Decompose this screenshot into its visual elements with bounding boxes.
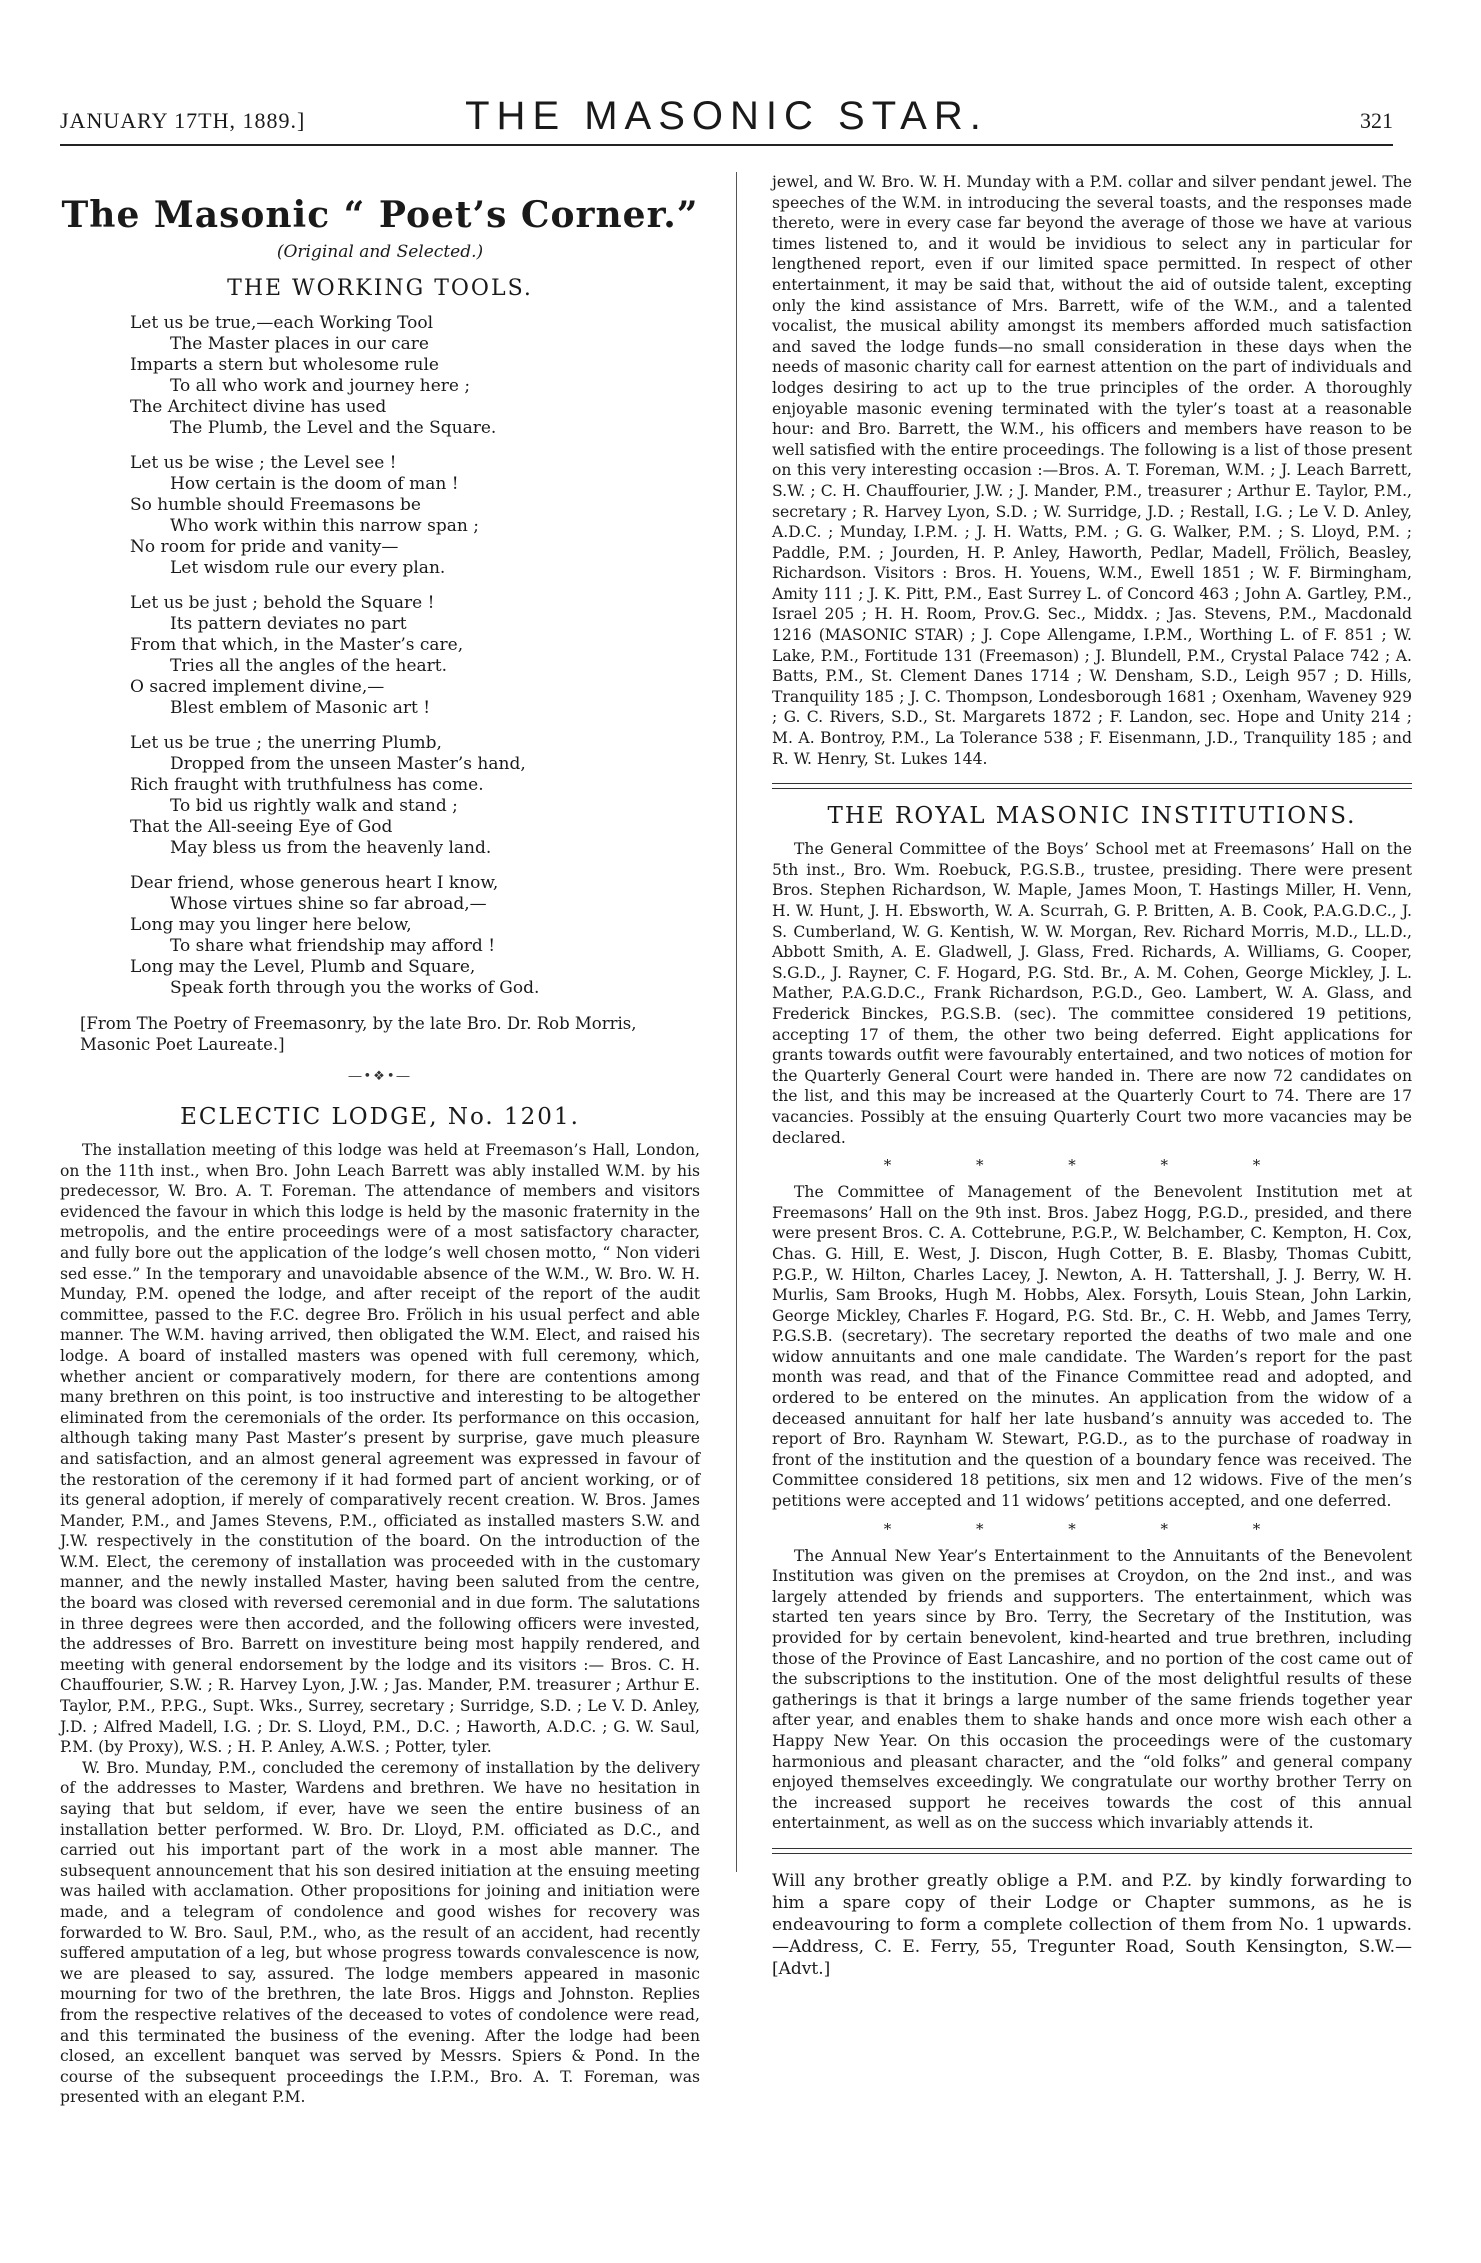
poem-line: Rich fraught with truthfulness has come.	[130, 775, 484, 795]
poets-corner-subtitle: (Original and Selected.)	[276, 242, 484, 262]
poem-line: To all who work and journey here ;	[170, 376, 471, 396]
right-column	[772, 172, 1412, 1980]
advertisement-notice: Will any brother greatly oblige a P.M. and P.Z. by kindly forwarding to him a spare copy of their Lodge or Chapter summons, as he is endeavouring to form a complete collection of them from No. 1 upwards.—Address, C. E. Ferry, 55, Tregunter Road, South Kensington, S.W.—[Advt.]	[772, 1870, 1412, 1979]
article-paragraph: The General Committee of the Boys’ School met at Freemasons’ Hall on the 5th inst., Bro. Wm. Roebuck, P.G.S.B., trustee, presiding. There were present Bros. Stephen Richardson, W. Maple, James Moon, T. Hastings Miller, H. Venn, H. W. Hunt, J. H. Ebsworth, W. A. Scurrah, G. P. Britten, A. B. Cook, P.A.G.D.C., J. S. Cumberland, W. G. Kentish, W. W. Morgan, Rev. Richard Morris, M.D., LL.D., Abbott Smith, A. E. Gladwell, J. Glass, Fred. Richards, A. Williams, G. Cooper, S.G.D., J. Rayner, C. F. Hogard, P.G. Std. Br., A. M. Cohen, George Mickley, J. L. Mather, P.A.G.D.C., Frank Richardson, P.G.D., Geo. Lambert, W. A. Glass, and Frederick Binckes, P.G.S.B. (sec). The committee considered 19 petitions, accepting 17 of them, the other two being deferred. Eight applications for grants towards outfit were favourably entertained, and two notices of motion for the Quarterly General Court were handed in. There are now 72 candidates on the list, and this may be increased at the Quarterly Court to 74. There are 17 vacancies. Possibly at the ensuing Quarterly Court two more vacancies may be declared.	[772, 840, 1412, 1147]
poem-stanza	[130, 453, 700, 579]
poem-line: Blest emblem of Masonic art !	[170, 698, 431, 718]
poem-stanza	[130, 313, 700, 439]
article-paragraph: The Annual New Year’s Entertainment to the Annuitants of the Benevolent Institution was given on the premises at Croydon, on the 2nd inst., and was largely attended by friends and supporters. The entertainment, which was started ten years since by Bro. Terry, the Secretary of the Institution, was provided for by certain benevolent, kind-hearted and true brethren, including those of the Province of East Lancashire, and no portion of the cost came out of the subscriptions to the institution. One of the most delightful results of these gatherings is that it brings a large number of the same friends together year after year, and enables them to shake hands and once more wish each other a Happy New Year. On this occasion the proceedings were of the customary harmonious and pleasant character, and the “old folks” and general company enjoyed themselves exceedingly. We congratulate our worthy brother Terry on the increased support he receives towards the cost of this annual entertainment, as well as on the success which invariably attends it.	[772, 1546, 1412, 1833]
royal-institutions-title: THE ROYAL MASONIC INSTITUTIONS.	[827, 803, 1357, 830]
poem-line: That the All-seeing Eye of God	[130, 817, 393, 837]
poem-line: So humble should Freemasons be	[130, 495, 421, 515]
masthead-title: THE MASONIC STAR.	[465, 94, 988, 138]
asterism-divider: * * * * *	[883, 1519, 1301, 1538]
article-paragraph: The Committee of Management of the Benevolent Institution met at Freemasons’ Hall on the 9th inst. Bros. Jabez Hogg, P.G.D., presided, and there were present Bros. C. A. Cottebrune, P.G.P., W. Belchamber, C. Kempton, H. Cox, Chas. G. Hill, E. West, J. Discon, Hugh Cotter, B. E. Blasby, Thomas Cubitt, P.G.P., W. Hilton, Charles Lacey, J. Newton, A. H. Tattershall, J. J. Berry, W. H. Murlis, Sam Brooks, Hugh M. Hobbs, Alex. Forsyth, Louis Stean, John Larkin, George Mickley, Charles F. Hogard, P.G. Std. Br., C. H. Webb, and James Terry, P.G.S.B. (secretary). The secretary reported the deaths of two male and one widow annuitants and one male candidate. The Warden’s report for the past month was read, and that of the Finance Committee read and adopted, and ordered to be entered on the minutes. An application from the widow of a deceased annuitant for half her late husband’s annuity was acceded to. The report of Bro. Raynham W. Stewart, P.G.D., as to the purchase of roadway in front of the institution and the question of a boundary fence was received. The Committee considered 18 petitions, six men and 12 widows. Five of the men’s petitions were accepted and 11 widows’ petitions accepted, and one deferred.	[772, 1183, 1412, 1511]
poem-line: Speak forth through you the works of God.	[170, 978, 540, 998]
poem-title: THE WORKING TOOLS.	[227, 276, 533, 301]
article-paragraph: W. Bro. Munday, P.M., concluded the ceremony of installation by the delivery of the addresses to Master, Wardens and brethren. We have no hesitation in saying that but seldom, if ever, have we seen the entire business of an installation better performed. W. Bro. Dr. Lloyd, P.M. officiated as D.C., and carried out his important part of the work in a most able manner. The subsequent announcement that his son desired initiation at the ensuing meeting was hailed with acclamation. Other propositions for joining and initiation were made, and a telegram of condolence and good wishes for recovery was forwarded to W. Bro. Saul, P.M., who, as the result of an accident, had recently suffered amputation of a leg, but whose progress towards convalescence is now, we are pleased to say, assured. The lodge members appeared in masonic mourning for two of the brethren, the late Bros. Higgs and Johnston. Replies from the respective relatives of the deceased to votes of condolence were read, and this terminated the business of the evening. After the lodge had been closed, an excellent banquet was served by Messrs. Spiers & Pond. In the course of the subsequent proceedings the I.P.M., Bro. A. T. Foreman, was presented with an elegant P.M.	[60, 1758, 700, 2107]
poem-stanza	[130, 873, 700, 999]
left-column	[60, 172, 700, 2108]
article-continuation: jewel, and W. Bro. W. H. Munday with a P.M. collar and silver pendant jewel. The speeches of the W.M. in introducing the several toasts, and the responses made thereto, were in every case far beyond the average of those we have at various times listened to, and it would be invidious to select any in particular for lengthened report, even if our limited space permitted. In respect of other entertainment, it may be said that, without the aid of outside talent, excepting only the kind assistance of Mrs. Barrett, wife of the W.M., and a talented vocalist, the musical ability amongst its members afforded much satisfaction and saved the lodge funds—no small consideration in these days when the needs of masonic charity call for earnest attention on the part of individuals and lodges desiring to act up to the true principles of the order. A thoroughly enjoyable masonic evening terminated with the tyler’s toast at a reasonable hour: and Bro. Barrett, the W.M., his officers and members have reason to be well satisfied with the entire proceedings. The following is a list of those present on this very interesting occasion :—Bros. A. T. Foreman, W.M. ; J. Leach Barrett, S.W. ; C. H. Chauffourier, J.W. ; J. Mander, P.M., treasurer ; Arthur E. Taylor, P.M., secretary ; R. Harvey Lyon, S.D. ; W. Surridge, J.D. ; Restall, I.G. ; Le V. D. Anley, A.D.C. ; Munday, I.P.M. ; J. H. Watts, P.M. ; G. G. Walker, P.M. ; S. Lloyd, P.M. ; Paddle, P.M. ; Jourden, H. P. Anley, Haworth, Pedlar, Madell, Frölich, Beasley, Richardson. Visitors : Bros. H. Youens, W.M., Ewell 1851 ; W. F. Birmingham, Amity 111 ; J. K. Pitt, P.M., East Surrey L. of Concord 463 ; John A. Gartley, P.M., Israel 205 ; H. H. Room, Prov.G. Sec., Middx. ; Jas. Stevens, P.M., Macdonald 1216 (MASONIC STAR) ; J. Cope Allengame, I.P.M., Worthing L. of F. 851 ; W. Lake, P.M., Fortitude 131 (Freemason) ; J. Blundell, P.M., Crystal Palace 742 ; A. Batts, P.M., St. Clement Danes 1714 ; W. Densham, S.D., Leigh 957 ; D. Hills, Tranquility 185 ; J. C. Thompson, Londesborough 1681 ; Oxenham, Waveney 929 ; G. C. Rivers, S.D., St. Margarets 1872 ; F. Landon, sec. Hope and Unity 214 ; M. A. Bontroy, P.M., La Tolerance 538 ; F. Eisenmann, J.D., Tranquility 185 ; and R. W. Henry, St. Lukes 144.	[772, 173, 1412, 768]
poem-line: Whose virtues shine so far abroad,—	[170, 894, 487, 914]
poem-line: How certain is the doom of man !	[170, 474, 459, 494]
poem-line: May bless us from the heavenly land.	[170, 838, 492, 858]
poem-line: Dear friend, whose generous heart I know,	[130, 873, 499, 893]
poem-line: Its pattern deviates no part	[170, 614, 407, 634]
poem-line: Let us be just ; behold the Square !	[130, 593, 435, 613]
poem-line: The Master places in our care	[170, 334, 429, 354]
poem-attribution: [From The Poetry of Freemasonry, by the late Bro. Dr. Rob Morris, Masonic Poet Laureate.]	[80, 1014, 637, 1054]
poem-line: No room for pride and vanity—	[130, 537, 399, 557]
poem-line: Dropped from the unseen Master’s hand,	[170, 754, 526, 774]
poem-stanza	[130, 733, 700, 859]
asterism-divider: * * * * *	[883, 1156, 1301, 1175]
poem-line: Imparts a stern but wholesome rule	[130, 355, 439, 375]
running-head	[60, 88, 1393, 146]
poem-line: O sacred implement divine,—	[130, 677, 385, 697]
section-rule	[772, 1848, 1412, 1854]
issue-date: JANUARY 17TH, 1889.]	[60, 108, 306, 133]
poem-line: From that which, in the Master’s care,	[130, 635, 464, 655]
poem-line: The Plumb, the Level and the Square.	[170, 418, 497, 438]
article-paragraph: The installation meeting of this lodge was held at Freemason’s Hall, London, on the 11th inst., when Bro. John Leach Barrett was ably installed W.M. by his predecessor, W. Bro. A. T. Foreman. The attendance of members and visitors evidenced the favour in which this lodge is held by the masonic fraternity in the metropolis, and the entire proceedings were of a most satisfactory character, and fully bore out the application of the lodge’s well chosen motto, “ Non videri sed esse.” In the temporary and unavoidable absence of the W.M., W. Bro. W. H. Munday, P.M. opened the lodge, and after receipt of the report of the audit committee, passed to the F.C. degree Bro. Frölich in his usual perfect and able manner. The W.M. having arrived, then obligated the W.M. Elect, and raised his lodge. A board of installed masters was opened with full ceremony, which, whether ancient or comparatively modern, for there are contentions among many brethren on this point, is too instructive and interesting to be altogether eliminated from the ceremonials of the order. Its performance on this occasion, although taking many Past Master’s present by surprise, gave much pleasure and satisfaction, and an almost general agreement was expressed in favour of the restoration of the ceremony if it had formed part of ancient working, or of its general adoption, if merely of comparatively recent creation. W. Bros. James Mander, P.M., and James Stevens, P.M., officiated as installed masters S.W. and J.W. respectively in the constitution of the board. On the introduction of the W.M. Elect, the ceremony of installation was proceeded with in the customary manner, and the newly installed Master, having been saluted from the centre, the board was closed with reversed ceremonial and in due form. The salutations in three degrees were then accorded, and the following officers were invested, the addresses of Bro. Barrett on investiture being most happily rendered, and meeting with general endorsement by the lodge and its visitors :— Bros. C. H. Chauffourier, S.W. ; R. Harvey Lyon, J.W. ; Jas. Mander, P.M. treasurer ; Arthur E. Taylor, P.M., P.P.G., Supt. Wks., Surrey, secretary ; Surridge, S.D. ; Le V. D. Anley, J.D. ; Alfred Madell, I.G. ; Dr. S. Lloyd, P.M., D.C. ; Haworth, A.D.C. ; G. W. Saul, P.M. (by Proxy), W.S. ; H. P. Anley, A.W.S. ; Potter, tyler.	[60, 1141, 700, 1757]
poem-line: Let us be wise ; the Level see !	[130, 453, 397, 473]
poem-line: Tries all the angles of the heart.	[170, 656, 448, 676]
poem-stanza	[130, 593, 700, 719]
ornamental-divider: ―•❖•―	[348, 1069, 412, 1084]
eclectic-lodge-title: ECLECTIC LODGE, No. 1201.	[180, 1104, 580, 1130]
two-column-body	[60, 172, 1412, 2212]
poem-line: The Architect divine has used	[130, 397, 387, 417]
poem-line: Let us be true,—each Working Tool	[130, 313, 434, 333]
poem-line: Long may you linger here below,	[130, 915, 412, 935]
poem-line: To bid us rightly walk and stand ;	[170, 796, 458, 816]
page-number: 321	[1360, 108, 1393, 133]
poets-corner-heading: The Masonic “ Poet’s Corner.”	[61, 194, 699, 236]
poem-line: Let us be true ; the unerring Plumb,	[130, 733, 442, 753]
section-rule	[772, 783, 1412, 789]
poem-line: Let wisdom rule our every plan.	[170, 558, 446, 578]
poem-line: Who work within this narrow span ;	[170, 516, 479, 536]
poem-line: To share what friendship may afford !	[170, 936, 496, 956]
poem-line: Long may the Level, Plumb and Square,	[130, 957, 476, 977]
column-divider	[736, 172, 737, 1872]
